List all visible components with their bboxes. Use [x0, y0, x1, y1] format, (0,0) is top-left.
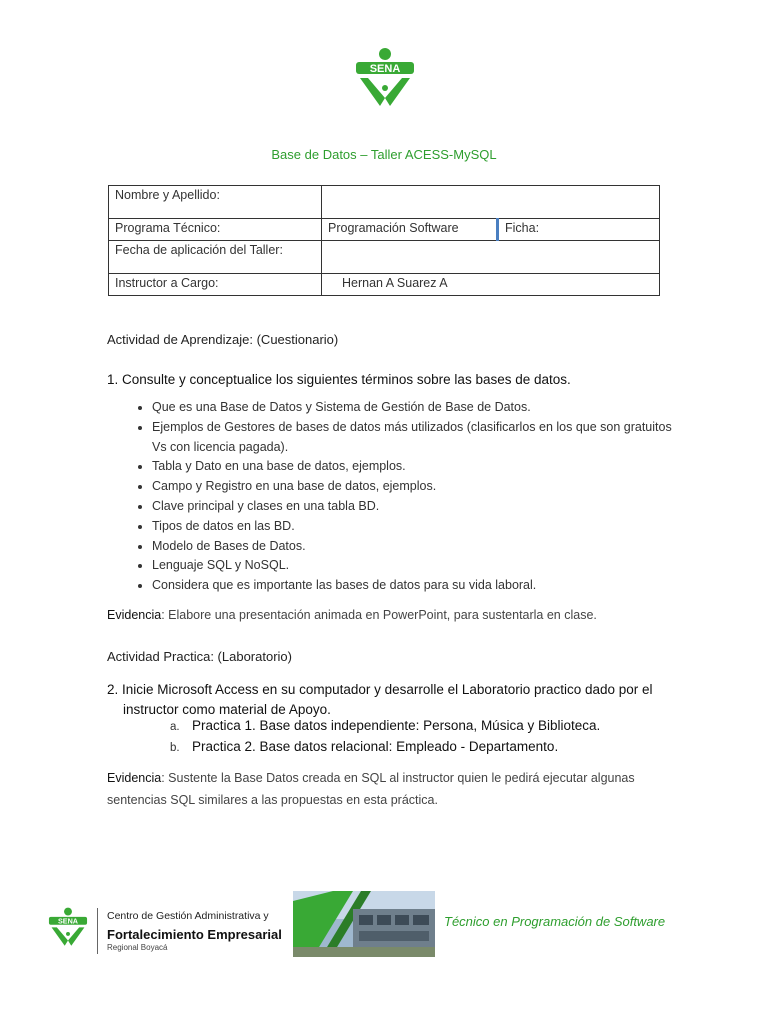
footer-sena-logo: [45, 906, 91, 950]
student-info-table: [108, 185, 660, 296]
document-title: Base de Datos – Taller ACESS-MySQL: [271, 147, 497, 162]
table-row: [109, 219, 660, 241]
question-1: 1. Consulte y conceptualice los siguientes términos sobre las bases de datos.: [107, 372, 571, 387]
sub-item-text: Practica 1. Base datos independiente: Persona, Música y Biblioteca.: [192, 718, 601, 733]
sub-item-letter: b.: [170, 742, 180, 754]
list-item: • Modelo de Bases de Datos.: [152, 537, 672, 557]
footer-divider: [97, 908, 98, 954]
list-item: • Lenguaje SQL y NoSQL.: [152, 556, 672, 576]
date-value-cell[interactable]: [322, 241, 660, 274]
list-item: • Considera que es importante las bases de datos para su vida laboral.: [152, 576, 672, 596]
question-2: [107, 680, 667, 720]
center-name-line3: Regional Boyacá: [107, 943, 168, 952]
terms-list: [112, 398, 672, 596]
label-cell: Nombre y Apellido:: [109, 186, 322, 219]
evidence-1: [107, 604, 667, 626]
campus-photo: [293, 891, 435, 957]
list-item: • Que es una Base de Datos y Sistema de Gestión de Base de Datos.: [152, 398, 672, 418]
sena-logo: [350, 46, 420, 112]
evidence-text: : Elabore una presentación animada en PowerPoint, para sustentarla en clase.: [161, 608, 597, 622]
sub-item-b: [170, 739, 558, 754]
label-cell: Programa Técnico:: [109, 219, 322, 241]
sub-item-text: Practica 2. Base datos relacional: Empleado - Departamento.: [192, 739, 559, 754]
table-row: [109, 274, 660, 296]
list-item: • Tipos de datos en las BD.: [152, 517, 672, 537]
evidence-label: Evidencia: [107, 771, 162, 785]
name-value-cell[interactable]: [322, 186, 660, 219]
evidence-text: : Sustente la Base Datos creada en SQL al instructor quien le pedirá ejecutar algunas sentencias SQL similares a las propuestas en esta práctica.: [107, 771, 635, 807]
footer-program-name: Técnico en Programación de Software: [444, 914, 666, 929]
list-item: • Campo y Registro en una base de datos, ejemplos.: [152, 477, 672, 497]
sub-item-a: [170, 718, 600, 733]
evidence-2: [107, 767, 667, 811]
list-item: • Tabla y Dato en una base de datos, ejemplos.: [152, 457, 672, 477]
list-item: • Clave principal y clases en una tabla BD.: [152, 497, 672, 517]
center-name-line1: Centro de Gestión Administrativa y: [107, 910, 269, 922]
label-cell: Fecha de aplicación del Taller:: [109, 241, 322, 274]
ficha-cell[interactable]: Ficha:: [498, 219, 660, 241]
table-row: [109, 241, 660, 274]
program-value-cell: Programación Software: [322, 219, 498, 241]
question-2-text: 2. Inicie Microsoft Access en su computador y desarrolle el Laboratorio practico dado por el instructor como material de Apoyo.: [107, 682, 653, 717]
logo-text: SENA: [369, 63, 401, 75]
activity1-heading: Actividad de Aprendizaje: (Cuestionario): [107, 332, 339, 347]
instructor-value-cell: Hernan A Suarez A: [322, 274, 660, 296]
evidence-label: Evidencia: [107, 608, 162, 622]
sub-item-letter: a.: [170, 721, 180, 733]
logo-text: SENA: [57, 916, 79, 926]
label-cell: Instructor a Cargo:: [109, 274, 322, 296]
list-item: • Ejemplos de Gestores de bases de datos más utilizados (clasificarlos en los que son gratuitos Vs con licencia pagada).: [152, 418, 672, 458]
table-row: [109, 186, 660, 219]
center-name-line2: Fortalecimiento Empresarial: [107, 927, 282, 942]
activity2-heading: Actividad Practica: (Laboratorio): [107, 649, 292, 664]
